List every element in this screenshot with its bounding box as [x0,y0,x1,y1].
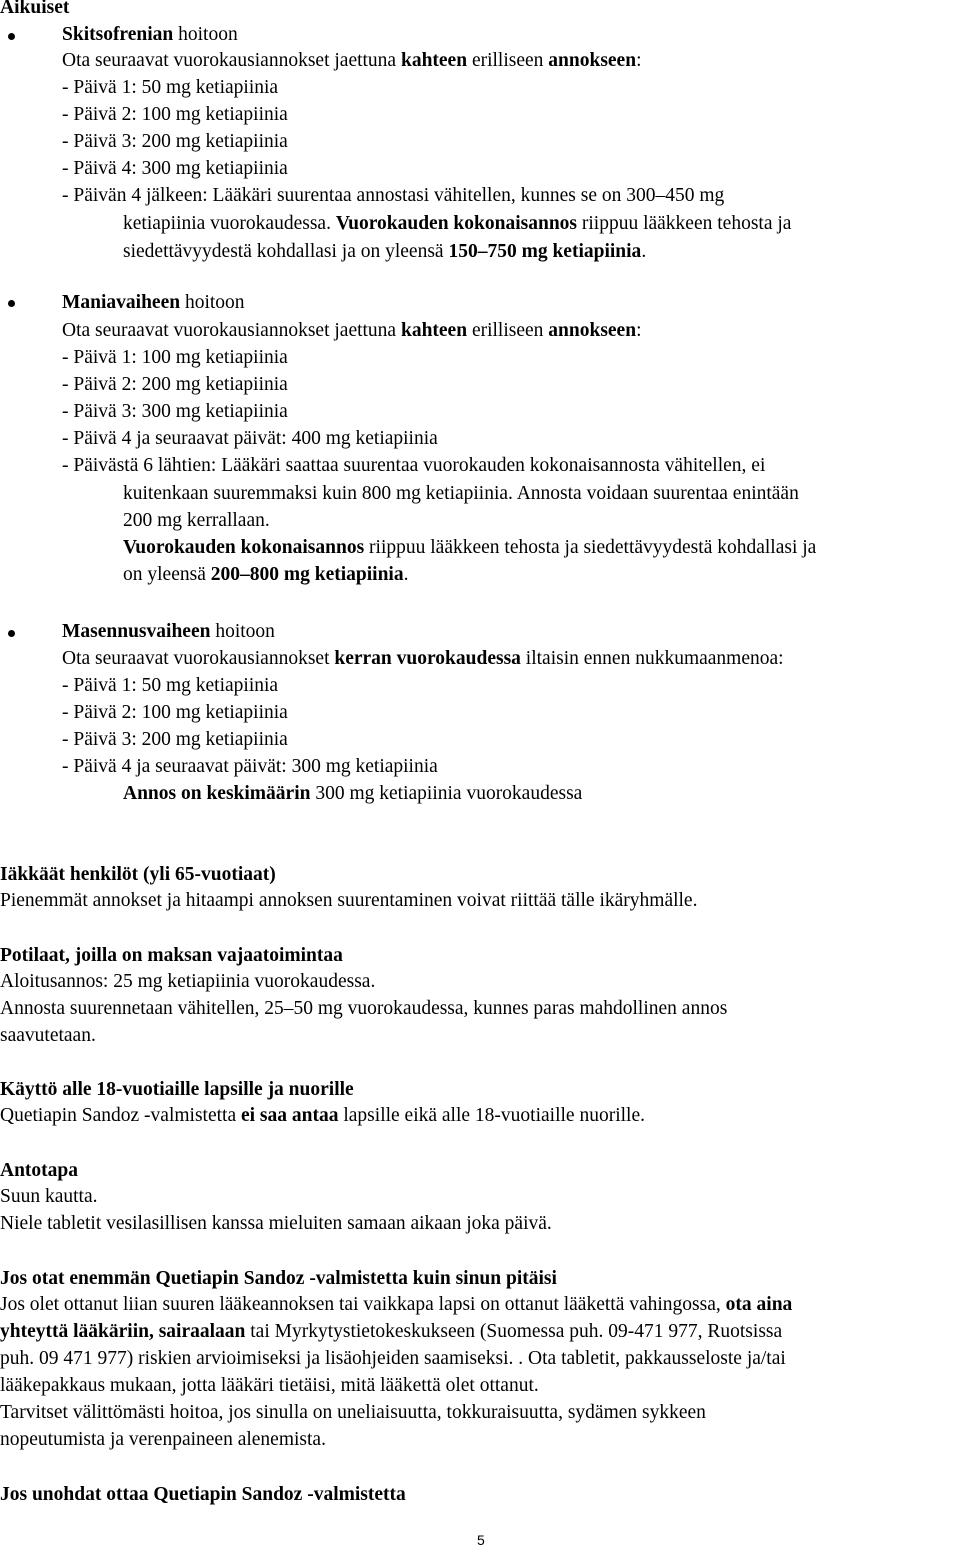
skitso-title: Skitsofrenian hoitoon [62,24,238,45]
skitso-day-2: - Päivä 2: 100 mg ketiapiinia [62,104,288,125]
skitso-after-4: - Päivän 4 jälkeen: Lääkäri suurentaa annostasi vähitellen, kunnes se on 300–450 mg [62,185,725,206]
mania-intro: Ota seuraavat vuorokausiannokset jaettuna kahteen erilliseen annokseen: [62,320,642,341]
liver-text-2: Annosta suurennetaan vähitellen, 25–50 mg vuorokaudessa, kunnes paras mahdollinen annos [0,998,728,1019]
mania-day-4: - Päivä 4 ja seuraavat päivät: 400 mg ketiapiinia [62,428,438,449]
children-text: Quetiapin Sandoz -valmistetta ei saa antaa lapsille eikä alle 18-vuotiaille nuorille. [0,1105,645,1126]
overdose-text-2: yhteyttä lääkäriin, sairaalaan tai Myrkytystietokeskukseen (Suomessa puh. 09-471 977, Ruotsissa [0,1321,783,1342]
overdose-text-5: Tarvitset välittömästi hoitoa, jos sinulla on uneliaisuutta, tokkuraisuutta, sydämen sykkeen [0,1402,706,1423]
admin-heading: Antotapa [0,1160,79,1181]
overdose-text-3: puh. 09 471 977) riskien arvioimiseksi ja lisäohjeiden saamiseksi. . Ota tabletit, pakkausseloste ja/tai [0,1348,786,1369]
elderly-heading: Iäkkäät henkilöt (yli 65-vuotiaat) [0,864,276,885]
skitso-day-3: - Päivä 3: 200 mg ketiapiinia [62,131,288,152]
mania-total-cont: on yleensä 200–800 mg ketiapiinia. [123,564,409,585]
overdose-text-4: lääkepakkaus mukaan, jotta lääkäri tietäisi, mitä lääkettä olet ottanut. [0,1375,539,1396]
mania-total: Vuorokauden kokonaisannos riippuu lääkkeen tehosta ja siedettävyydestä kohdallasi ja [123,537,817,558]
masennus-title: Masennusvaiheen hoitoon [62,621,275,642]
mania-day-6-cont2: 200 mg kerrallaan. [123,510,270,531]
bullet-icon [8,33,15,40]
masennus-intro: Ota seuraavat vuorokausiannokset kerran vuorokaudessa iltaisin ennen nukkumaanmenoa: [62,648,784,669]
liver-text-1: Aloitusannos: 25 mg ketiapiinia vuorokaudessa. [0,971,376,992]
forgot-heading: Jos unohdat ottaa Quetiapin Sandoz -valmistetta [0,1484,406,1505]
masennus-day-1: - Päivä 1: 50 mg ketiapiinia [62,675,279,696]
liver-heading: Potilaat, joilla on maksan vajaatoimintaa [0,945,343,966]
masennus-day-2: - Päivä 2: 100 mg ketiapiinia [62,702,288,723]
overdose-heading: Jos otat enemmän Quetiapin Sandoz -valmistetta kuin sinun pitäisi [0,1268,557,1289]
skitso-intro: Ota seuraavat vuorokausiannokset jaettuna kahteen erilliseen annokseen: [62,50,642,71]
masennus-day-4: - Päivä 4 ja seuraavat päivät: 300 mg ketiapiinia [62,756,438,777]
skitso-day-4: - Päivä 4: 300 mg ketiapiinia [62,158,288,179]
overdose-text-1: Jos olet ottanut liian suuren lääkeannoksen tai vaikkapa lapsi on ottanut lääkettä vahingossa, ota aina [0,1294,793,1315]
masennus-day-3: - Päivä 3: 200 mg ketiapiinia [62,729,288,750]
elderly-text: Pienemmät annokset ja hitaampi annoksen suurentaminen voivat riittää tälle ikäryhmälle. [0,890,698,911]
page-number: 5 [477,1532,485,1548]
admin-text-2: Niele tabletit vesilasillisen kanssa mieluiten samaan aikaan joka päivä. [0,1213,552,1234]
children-heading: Käyttö alle 18-vuotiaille lapsille ja nuorille [0,1079,354,1100]
skitso-total: siedettävyydestä kohdallasi ja on yleensä 150–750 mg ketiapiinia. [123,241,647,262]
mania-day-1: - Päivä 1: 100 mg ketiapiinia [62,347,288,368]
mania-day-2: - Päivä 2: 200 mg ketiapiinia [62,374,288,395]
heading-aikuiset: Aikuiset [0,0,70,18]
admin-text-1: Suun kautta. [0,1186,98,1207]
mania-day-6: - Päivästä 6 lähtien: Lääkäri saattaa suurentaa vuorokauden kokonaisannosta vähitellen, ei [62,455,766,476]
mania-title: Maniavaiheen hoitoon [62,292,245,313]
bullet-icon [8,300,15,307]
liver-text-3: saavutetaan. [0,1025,96,1046]
masennus-average: Annos on keskimäärin 300 mg ketiapiinia vuorokaudessa [123,783,583,804]
skitso-after-4-cont: ketiapiinia vuorokaudessa. Vuorokauden kokonaisannos riippuu lääkkeen tehosta ja [123,213,792,234]
bullet-icon [8,630,15,637]
skitso-day-1: - Päivä 1: 50 mg ketiapiinia [62,77,279,98]
overdose-text-6: nopeutumista ja verenpaineen alenemista. [0,1429,326,1450]
mania-day-6-cont: kuitenkaan suuremmaksi kuin 800 mg ketiapiinia. Annosta voidaan suurentaa enintään [123,483,799,504]
mania-day-3: - Päivä 3: 300 mg ketiapiinia [62,401,288,422]
